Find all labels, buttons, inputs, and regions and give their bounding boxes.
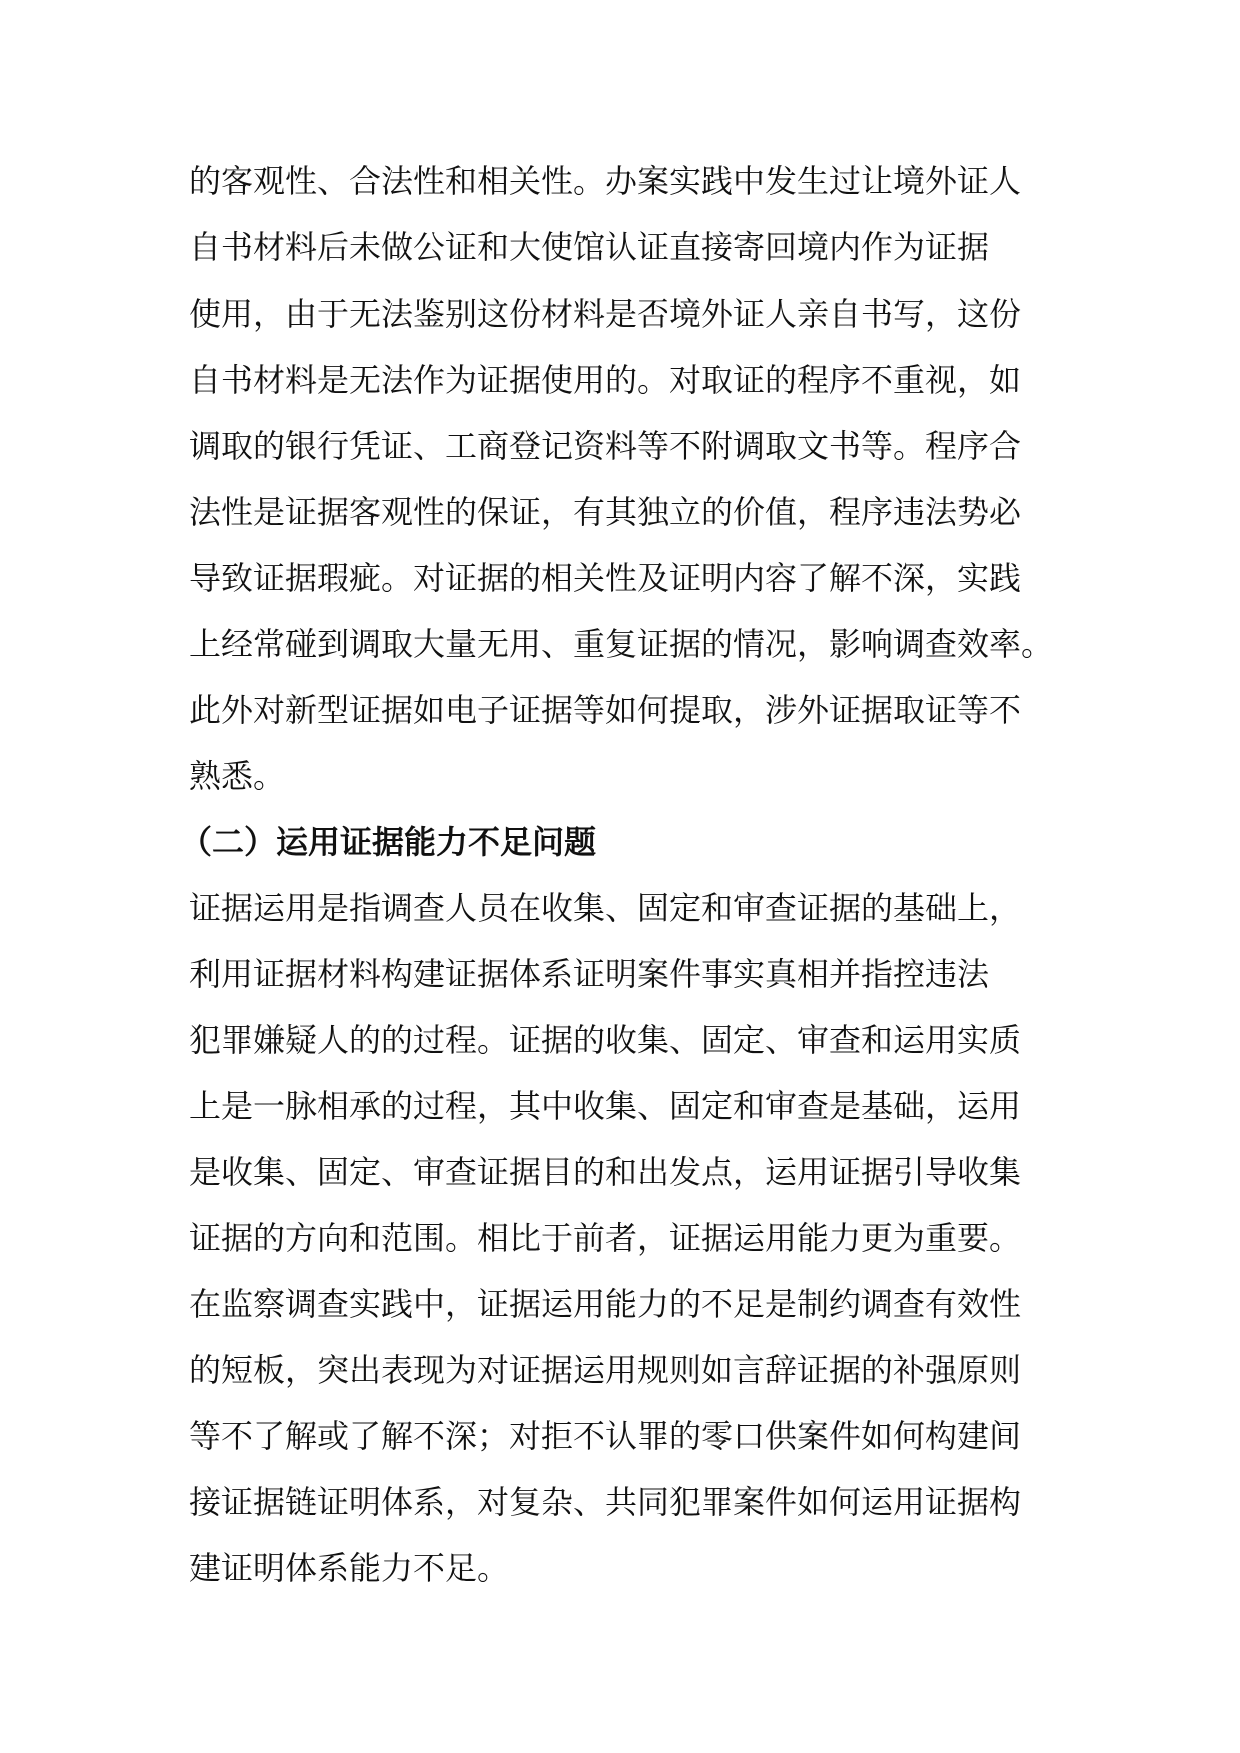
- paragraph-2-line-6: 证据的方向和范围。相比于前者，证据运用能力更为重要。: [189, 1219, 1022, 1257]
- paragraph-1-line-5: 调取的银行凭证、工商登记资料等不附调取文书等。程序合: [189, 427, 1022, 465]
- section-heading: （二）运用证据能力不足问题: [180, 823, 597, 861]
- paragraph-1-line-2: 自书材料后未做公证和大使馆认证直接寄回境内作为证据: [189, 228, 990, 266]
- paragraph-1-line-1: 的客观性、合法性和相关性。办案实践中发生过让境外证人: [189, 162, 1022, 200]
- paragraph-1-line-4: 自书材料是无法作为证据使用的。对取证的程序不重视，如: [189, 361, 1022, 399]
- paragraph-2-line-8: 的短板，突出表现为对证据运用规则如言辞证据的补强原则: [189, 1351, 1022, 1389]
- paragraph-2-line-4: 上是一脉相承的过程，其中收集、固定和审查是基础，运用: [189, 1087, 1022, 1125]
- paragraph-1-line-8: 上经常碰到调取大量无用、重复证据的情况，影响调查效率。: [189, 625, 1054, 663]
- paragraph-2-line-1: 证据运用是指调查人员在收集、固定和审查证据的基础上，: [189, 889, 1022, 927]
- paragraph-2-line-10: 接证据链证明体系，对复杂、共同犯罪案件如何运用证据构: [189, 1483, 1022, 1521]
- paragraph-1-line-9: 此外对新型证据如电子证据等如何提取，涉外证据取证等不: [189, 691, 1022, 729]
- paragraph-2-line-3: 犯罪嫌疑人的的过程。证据的收集、固定、审查和运用实质: [189, 1021, 1022, 1059]
- paragraph-2-line-7: 在监察调查实践中，证据运用能力的不足是制约调查有效性: [189, 1285, 1022, 1323]
- paragraph-2-line-11: 建证明体系能力不足。: [189, 1549, 510, 1587]
- paragraph-1-line-7: 导致证据瑕疵。对证据的相关性及证明内容了解不深，实践: [189, 559, 1022, 597]
- paragraph-1-line-10: 熟悉。: [189, 757, 286, 795]
- paragraph-1-line-6: 法性是证据客观性的保证，有其独立的价值，程序违法势必: [189, 493, 1022, 531]
- paragraph-2-line-9: 等不了解或了解不深；对拒不认罪的零口供案件如何构建间: [189, 1417, 1022, 1455]
- paragraph-1-line-3: 使用，由于无法鉴别这份材料是否境外证人亲自书写，这份: [189, 295, 1022, 333]
- paragraph-2-line-2: 利用证据材料构建证据体系证明案件事实真相并指控违法: [189, 955, 990, 993]
- paragraph-2-line-5: 是收集、固定、审查证据目的和出发点，运用证据引导收集: [189, 1153, 1022, 1191]
